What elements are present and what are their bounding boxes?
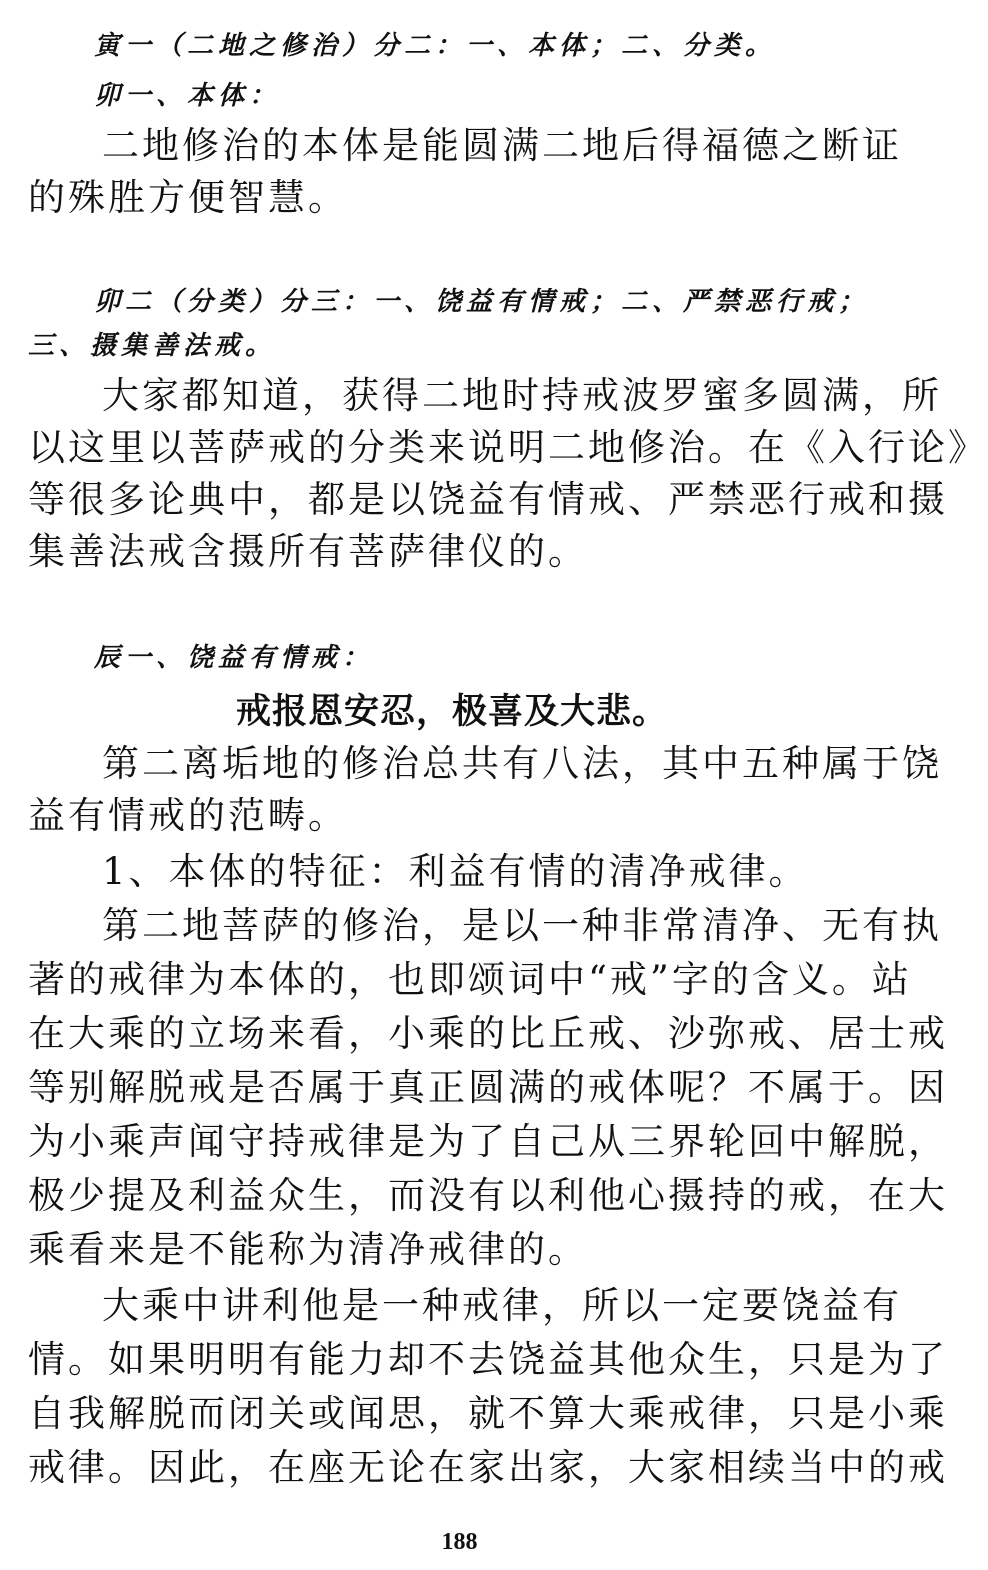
- paragraph-line: 二地修治的本体是能圆满二地后得福德之断证: [102, 124, 902, 167]
- paragraph-line: 第二地菩萨的修治，是以一种非常清净、无有执: [102, 904, 942, 947]
- paragraph-line: 极少提及利益众生，而没有以利他心摄持的戒，在大: [28, 1174, 948, 1217]
- paragraph-line: 戒律。因此，在座无论在家出家，大家相续当中的戒: [28, 1446, 948, 1489]
- paragraph-line: 第二离垢地的修治总共有八法，其中五种属于饶: [102, 742, 942, 785]
- paragraph-line: 情。如果明明有能力却不去饶益其他众生，只是为了: [28, 1338, 948, 1381]
- heading-chen-1: 辰一、饶益有情戒：: [94, 643, 374, 673]
- paragraph-line: 著的戒律为本体的，也即颂词中“戒”字的含义。站: [28, 958, 912, 1001]
- verse-line: 戒报恩安忍，极喜及大悲。: [235, 692, 668, 732]
- list-item-1: 1、本体的特征：利益有情的清净戒律。: [102, 850, 809, 893]
- paragraph-line: 在大乘的立场来看，小乘的比丘戒、沙弥戒、居士戒: [28, 1012, 948, 1055]
- heading-mao-2-continued: 三、摄集善法戒。: [28, 331, 277, 361]
- paragraph-line: 大家都知道，获得二地时持戒波罗蜜多圆满，所: [102, 374, 942, 417]
- paragraph-line: 乘看来是不能称为清净戒律的。: [28, 1228, 588, 1271]
- paragraph-line: 自我解脱而闭关或闻思，就不算大乘戒律，只是小乘: [28, 1392, 948, 1435]
- paragraph-line: 等很多论典中，都是以饶益有情戒、严禁恶行戒和摄: [28, 478, 948, 521]
- heading-mao-2: 卯二（分类）分三：一、饶益有情戒；二、严禁恶行戒；: [94, 287, 870, 317]
- paragraph-line: 益有情戒的范畴。: [28, 794, 348, 837]
- page-number: 188: [441, 1529, 478, 1555]
- paragraph-line: 为小乘声闻守持戒律是为了自己从三界轮回中解脱，: [28, 1120, 948, 1163]
- paragraph-line: 集善法戒含摄所有菩萨律仪的。: [28, 530, 588, 573]
- paragraph-line: 大乘中讲利他是一种戒律，所以一定要饶益有: [102, 1284, 902, 1327]
- heading-yin-1: 寅一（二地之修治）分二：一、本体；二、分类。: [94, 31, 777, 61]
- heading-mao-1: 卯一、本体：: [94, 81, 281, 111]
- paragraph-line: 以这里以菩萨戒的分类来说明二地修治。在《入行论》: [28, 426, 988, 469]
- paragraph-line: 等别解脱戒是否属于真正圆满的戒体呢？不属于。因: [28, 1066, 948, 1109]
- paragraph-line: 的殊胜方便智慧。: [28, 176, 348, 219]
